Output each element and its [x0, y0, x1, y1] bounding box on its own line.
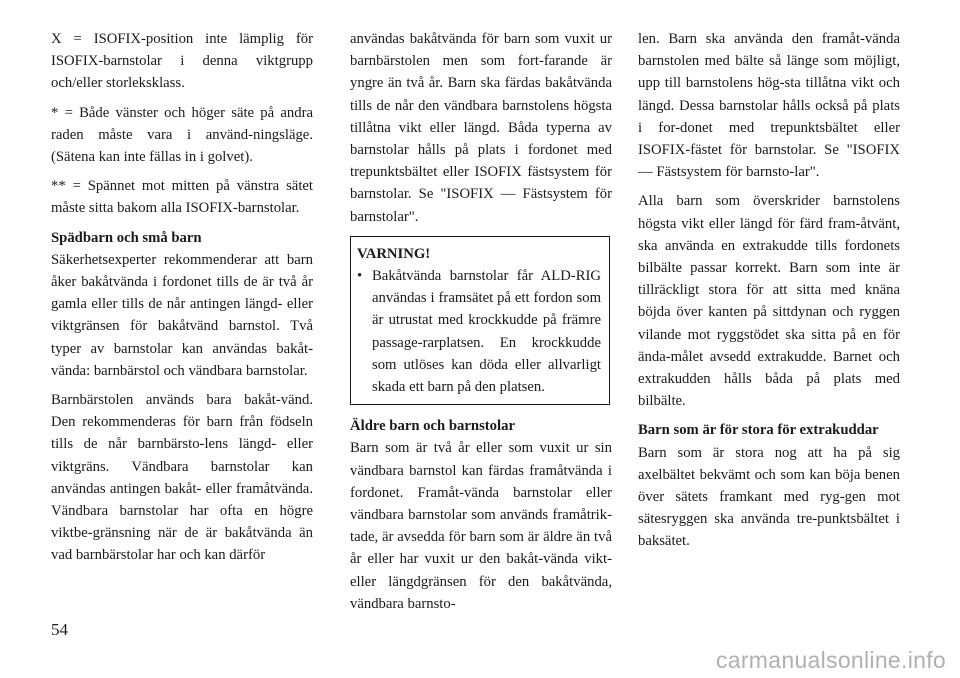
- paragraph-infants: Säkerhetsexperter rekommenderar att barn åker bakåtvända i fordonet tills de är två år gamla eller tills de når antingen längd- eller viktgränsen för bakåtvänd barnstol. Två typer av barnstolar kan användas bakåt-vända: barnbärstol och vändbara barnstolar.: [51, 251, 313, 379]
- watermark-text: carmanualsonline.info: [715, 647, 946, 673]
- paragraph-too-big-for-booster: Barn som är stora nog att ha på sig axelbältet bekvämt och som kan böja benen över sätets framkant med ryg-gen mot sätesryggen ska använda tre-punktsbältet i baksätet.: [638, 444, 900, 550]
- warning-title: VARNING!: [357, 245, 431, 262]
- warning-box: [350, 236, 610, 405]
- paragraph-infant-carrier: Barnbärstolen används bara bakåt-vänd. Den rekommenderas för barn från födseln tills de når barnbärsto-lens längd- eller viktgräns. Vändbara barnstolar kan användas antingen bakåt- eller framåtvända. Vändbara barnstolar har ofta en högre viktbe-gränsning när de är bakåtvända än vad barnbärstolar har och kan därför: [51, 392, 313, 564]
- paragraph-double-asterisk: ** = Spännet mot mitten på vänstra sätet måste sitta bakom alla ISOFIX-barnstolar.: [51, 178, 313, 217]
- paragraph-single-asterisk: * = Både vänster och höger säte på andra raden måste vara i använd-ningsläge. (Sätena kan inte fällas in i golvet).: [51, 104, 313, 166]
- paragraph-booster: Alla barn som överskrider barnstolens högsta vikt eller längd för färd fram-åtvänt, ska använda en extrakudde tills fordonets bilbälte passar korrekt. Barn som inte är tillräckligt stora för att sitta med knäna böjda över kanten på sittdynan och ryggen vilande mot ryggstödet ska sitta på en för ända-målet avsedd extrakudde. Barnet och extrakudden hålls båda på plats med bilbälte.: [638, 193, 900, 410]
- heading-too-big-for-booster: Barn som är för stora för extrakuddar: [638, 422, 879, 439]
- page-number: 54: [51, 620, 68, 639]
- warning-item: • Bakåtvända barnstolar får ALD-RIG användas i framsätet på ett fordon som är utrustat med krockkudde på främre passage-rarplatsen. En krockkudde som utlöses kan döda eller allvarligt skada ett barn på den platsen.: [357, 265, 601, 398]
- paragraph-older-children: Barn som är två år eller som vuxit ur sin vändbara barnstol kan färdas framåtvända i fordonet. Framåt-vända barnstolar eller vändbara barnstolar som används framåtrik-tade, är avsedda för barn som är äldre än två år eller har vuxit ur den bakåt-vända vikt- eller längdgränsen för den bakåtvända, vändbara barnsto-: [350, 440, 612, 612]
- text-column-2: [350, 28, 612, 622]
- paragraph-forward-facing: len. Barn ska använda den framåt-vända barnstolen med bälte så länge som möjligt, upp till barnstolens hög-sta tillåtna vikt och längd. Dessa barnstolar hålls också på plats i for-donet med trepunktsbältet eller ISOFIX-fästet för barnstolar. Se "ISOFIX — Fästsystem för barnsto-lar".: [638, 31, 900, 181]
- warning-list: [357, 265, 601, 398]
- paragraph-isofix-x: X = ISOFIX-position inte lämplig för ISOFIX-barnstolar i denna viktgrupp och/eller storleksklass.: [51, 31, 313, 92]
- heading-infants: Spädbarn och små barn: [51, 229, 202, 246]
- heading-older-children: Äldre barn och barnstolar: [350, 418, 515, 435]
- text-column-3: [638, 28, 900, 560]
- paragraph-rear-facing: användas bakåtvända för barn som vuxit ur barnbärstolen men som fort-farande är yngre än två år. Barn ska färdas bakåtvända tills de når den vändbara barnstolens högsta tillåtna vikt eller längd. Båda typerna av barnstolar hålls på plats i fordonet med trepunktsbältet eller ISOFIX fästsystem för barnstolar. Se "ISOFIX — Fästsystem för barnstolar".: [350, 31, 612, 225]
- text-column-1: [51, 28, 313, 574]
